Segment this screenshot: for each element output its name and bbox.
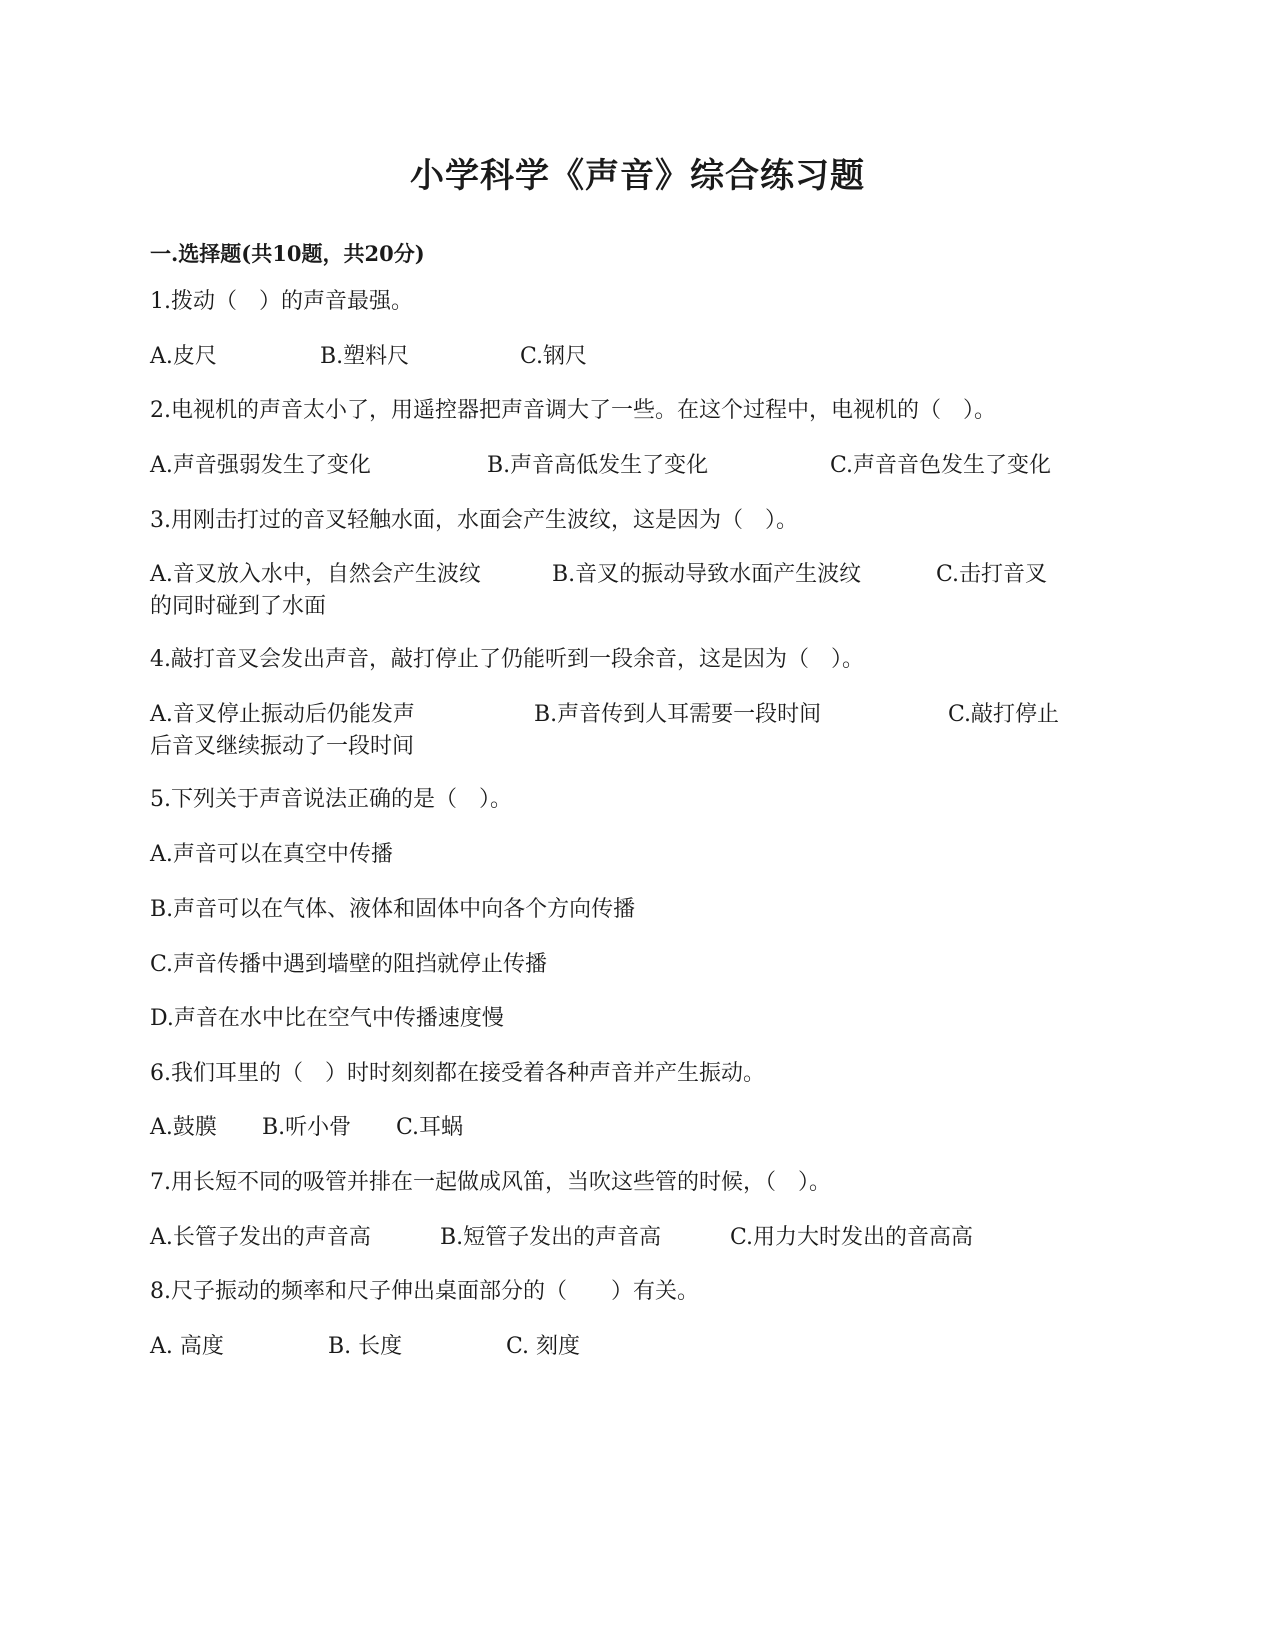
question-5-option-a: A.声音可以在真空中传播 xyxy=(150,842,393,867)
question-2-option-c: C.声音音色发生了变化 xyxy=(830,453,1052,478)
question-8-option-a: A. 高度 xyxy=(150,1334,224,1359)
question-4-option-a: A.音叉停止振动后仍能发声 xyxy=(150,702,415,727)
question-4-option-b: B.声音传到人耳需要一段时间 xyxy=(534,702,822,727)
question-3-option-c-continuation: 的同时碰到了水面 xyxy=(150,594,327,619)
question-1-option-c: C.钢尺 xyxy=(520,344,588,369)
question-6-stem: 6.我们耳里的（ ）时时刻刻都在接受着各种声音并产生振动。 xyxy=(150,1061,765,1086)
question-7-option-a: A.长管子发出的声音高 xyxy=(150,1225,371,1250)
question-5-option-d: D.声音在水中比在空气中传播速度慢 xyxy=(150,1006,504,1031)
section-heading: 一.选择题(共10题，共20分) xyxy=(150,241,425,266)
question-3-option-b: B.音叉的振动导致水面产生波纹 xyxy=(552,562,862,587)
question-4-options xyxy=(150,699,1112,763)
question-8-option-b: B. 长度 xyxy=(328,1334,403,1359)
question-4-options-continuation-row xyxy=(150,731,1112,763)
question-3-options-continuation-row xyxy=(150,591,1112,623)
question-4-options-row xyxy=(150,699,1112,731)
question-7-option-b: B.短管子发出的声音高 xyxy=(440,1225,662,1250)
question-2-option-a: A.声音强弱发生了变化 xyxy=(150,453,371,478)
question-3-options xyxy=(150,559,1112,623)
question-2-stem: 2.电视机的声音太小了，用遥控器把声音调大了一些。在这个过程中，电视机的（ ）。 xyxy=(150,398,996,423)
question-3-stem: 3.用刚击打过的音叉轻触水面，水面会产生波纹，这是因为（ ）。 xyxy=(150,508,798,533)
question-6-option-c: C.耳蜗 xyxy=(396,1115,464,1140)
question-4-option-c: C.敲打停止 xyxy=(948,702,1060,727)
page-title: 小学科学《声音》综合练习题 xyxy=(410,156,865,196)
question-3-option-c: C.击打音叉 xyxy=(936,562,1048,587)
question-5-option-b: B.声音可以在气体、液体和固体中向各个方向传播 xyxy=(150,897,636,922)
question-1-option-a: A.皮尺 xyxy=(150,344,217,369)
question-1-stem: 1.拨动（ ）的声音最强。 xyxy=(150,289,413,314)
question-6-option-b: B.听小骨 xyxy=(262,1115,352,1140)
question-2-option-b: B.声音高低发生了变化 xyxy=(487,453,709,478)
question-6-option-a: A.鼓膜 xyxy=(150,1115,217,1140)
question-3-option-a: A.音叉放入水中，自然会产生波纹 xyxy=(150,562,481,587)
question-4-stem: 4.敲打音叉会发出声音，敲打停止了仍能听到一段余音，这是因为（ ）。 xyxy=(150,647,864,672)
question-5-option-c: C.声音传播中遇到墙壁的阻挡就停止传播 xyxy=(150,952,548,977)
question-1-option-b: B.塑料尺 xyxy=(320,344,410,369)
question-7-option-c: C.用力大时发出的音高高 xyxy=(730,1225,974,1250)
question-5-stem: 5.下列关于声音说法正确的是（ ）。 xyxy=(150,787,512,812)
question-4-option-c-continuation: 后音叉继续振动了一段时间 xyxy=(150,734,415,759)
question-7-stem: 7.用长短不同的吸管并排在一起做成风笛，当吹这些管的时候，（ ）。 xyxy=(150,1170,831,1195)
question-8-option-c: C. 刻度 xyxy=(506,1334,581,1359)
question-3-options-row xyxy=(150,559,1112,591)
question-8-stem: 8.尺子振动的频率和尺子伸出桌面部分的（ ）有关。 xyxy=(150,1279,699,1304)
